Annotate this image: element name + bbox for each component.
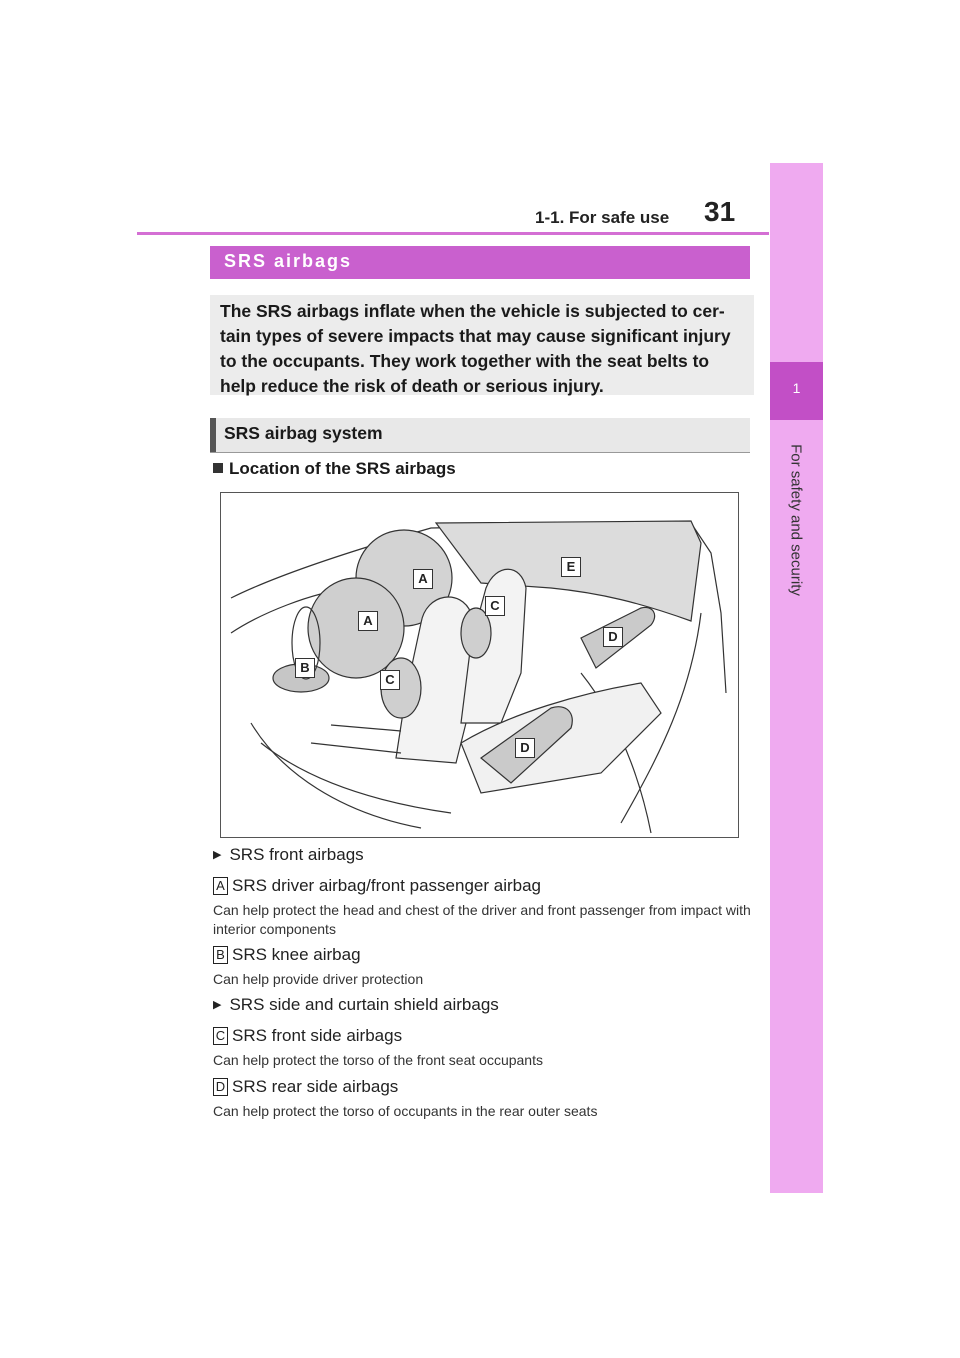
- item-description-c: Can help protect the torso of the front seat occupants: [213, 1052, 543, 1068]
- triangle-bullet-icon: ▶: [213, 849, 222, 861]
- callout-e: E: [561, 557, 581, 577]
- item-description-d: Can help protect the torso of occupants in the rear outer seats: [213, 1103, 598, 1119]
- callout-b: B: [295, 658, 315, 678]
- item-title-b: [213, 945, 361, 965]
- location-heading: [213, 459, 456, 479]
- callout-a-driver: A: [358, 611, 378, 631]
- sub-heading-rule: [210, 452, 750, 453]
- item-description-b: Can help provide driver protection: [213, 971, 424, 987]
- main-heading: SRS airbags: [224, 251, 353, 271]
- group-heading-front-text: SRS front airbags: [229, 845, 364, 864]
- callout-a-passenger: A: [413, 569, 433, 589]
- sub-heading: SRS airbag system: [224, 423, 383, 443]
- square-bullet-icon: [213, 463, 223, 473]
- group-heading-side-text: SRS side and curtain shield airbags: [229, 995, 499, 1014]
- section-title: 1-1. For safe use: [535, 208, 670, 227]
- item-title-c-text: SRS front side airbags: [232, 1026, 403, 1045]
- item-title-b-text: SRS knee airbag: [232, 945, 361, 964]
- callout-d-left: D: [515, 738, 535, 758]
- chapter-side-tab: [770, 163, 823, 1193]
- location-heading-text: Location of the SRS airbags: [229, 459, 456, 478]
- chapter-title: For safety and security: [787, 444, 805, 596]
- callout-d-right: D: [603, 627, 623, 647]
- callout-c-driver: C: [380, 670, 400, 690]
- item-title-d: [213, 1077, 398, 1097]
- callout-c-passenger: C: [485, 596, 505, 616]
- letter-box-d: D: [213, 1078, 228, 1096]
- triangle-bullet-icon: ▶: [213, 999, 222, 1011]
- airbag-location-illustration: [220, 492, 739, 838]
- group-heading-side: [213, 995, 499, 1015]
- item-title-d-text: SRS rear side airbags: [232, 1077, 399, 1096]
- letter-box-a: A: [213, 877, 228, 895]
- group-heading-front: [213, 845, 364, 865]
- letter-box-b: B: [213, 946, 228, 964]
- sub-heading-accent: [210, 418, 216, 452]
- page-number: 31: [704, 196, 736, 227]
- header-rule: [137, 232, 769, 235]
- item-title-c: [213, 1026, 402, 1046]
- chapter-number: 1: [792, 380, 801, 396]
- letter-box-c: C: [213, 1027, 228, 1045]
- item-title-a-text: SRS driver airbag/front passenger airbag: [232, 876, 541, 895]
- item-title-a: [213, 876, 541, 896]
- item-description-a: Can help protect the head and chest of the driver and front passenger from impact with interior components: [213, 902, 751, 937]
- intro-text: The SRS airbags inflate when the vehicle is subjected to cer-tain types of severe impacts that may cause significant injury to the occupants. They work together with the seat belts to help reduce the risk of death or serious injury.: [210, 295, 754, 395]
